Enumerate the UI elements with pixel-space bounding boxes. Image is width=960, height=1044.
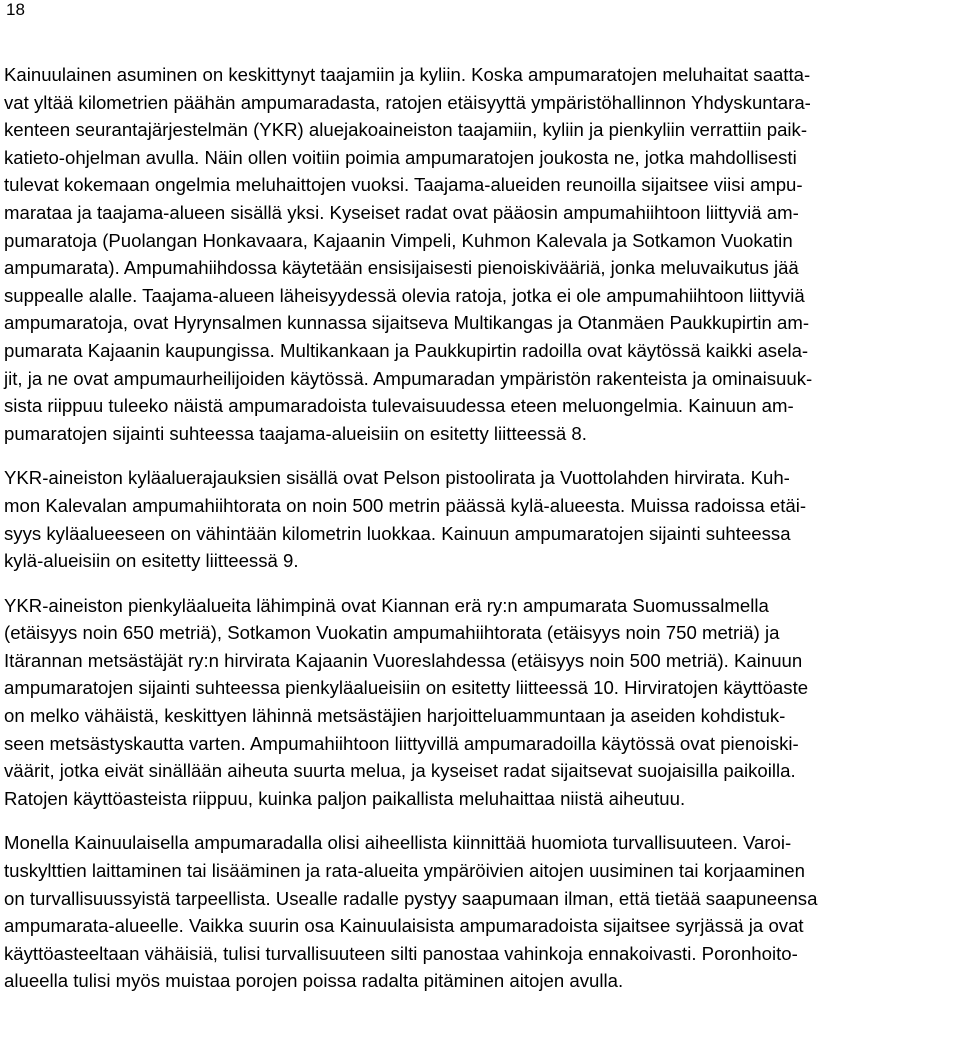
body-text [4,61,950,1012]
text-line: käyttöasteeltaan vähäisiä, tulisi turvallisuuteen silti panostaa vahinkoja ennakoivasti. Poronhoito- [4,942,798,964]
text-line: marataa ja taajama-alueen sisällä yksi. Kyseiset radat ovat pääosin ampumahiihtoon liittyviä am- [4,201,799,223]
text-line: kenteen seurantajärjestelmän (YKR) aluejakoaineiston taajamiin, kyliin ja pienkyliin verrattiin paik- [4,119,808,141]
paragraph-3 [4,592,950,813]
text-line: Monella Kainuulaisella ampumaradalla olisi aiheellista kiinnittää huomiota turvallisuuteen. Varoi- [4,832,792,854]
text-line: tuskylttien laittaminen tai lisääminen ja rata-alueita ympäröivien aitojen uusiminen tai korjaaminen [4,860,805,882]
text-line: ampumaratoja, ovat Hyrynsalmen kunnassa sijaitseva Multikangas ja Otanmäen Paukkupirtin am- [4,312,810,334]
page-number: 18 [6,0,25,19]
text-line: syys kyläalueeseen on vähintään kilometrin luokkaa. Kainuun ampumaratojen sijainti suhteessa [4,522,791,544]
paragraph-4 [4,829,950,995]
text-line: katieto-ohjelman avulla. Näin ollen voitiin poimia ampumaratojen joukosta ne, jotka mahdollisesti [4,146,797,168]
text-line: on melko vähäistä, keskittyen lähinnä metsästäjien harjoitteluammuntaan ja aseiden kohdistuk- [4,705,786,727]
text-line: mon Kalevalan ampumahiihtorata on noin 500 metrin päässä kylä-alueesta. Muissa radoissa etäi- [4,494,807,516]
text-line: väärit, jotka eivät sinällään aiheuta suurta melua, ja kyseiset radat sijaitsevat suojaisilla paikoilla. [4,760,796,782]
text-line: ampumarata-alueelle. Vaikka suurin osa Kainuulaisista ampumaradoista sijaitsee syrjässä ja ovat [4,915,804,937]
text-line: pumaratojen sijainti suhteessa taajama-alueisiin on esitetty liitteessä 8. [4,422,587,444]
text-line: Itärannan metsästäjät ry:n hirvirata Kajaanin Vuoreslahdessa (etäisyys noin 500 metriä). Kainuun [4,649,803,671]
text-line: pumarata Kajaanin kaupungissa. Multikankaan ja Paukkupirtin radoilla ovat käytössä kaikki asela- [4,339,809,361]
text-line: (etäisyys noin 650 metriä), Sotkamon Vuokatin ampumahiihtorata (etäisyys noin 750 metriä) ja [4,622,780,644]
text-line: vat yltää kilometrien päähän ampumaradasta, ratojen etäisyyttä ympäristöhallinnon Yhdyskuntara- [4,91,811,113]
text-line: sista riippuu tuleeko näistä ampumaradoista tulevaisuudessa eteen meluongelmia. Kainuun am- [4,395,794,417]
text-line: kylä-alueisiin on esitetty liitteessä 9. [4,550,299,572]
text-line: ampumarata). Ampumahiihdossa käytetään ensisijaisesti pienoiskivääriä, jonka meluvaikutus jää [4,257,799,279]
text-line: tulevat kokemaan ongelmia meluhaittojen vuoksi. Taajama-alueiden reunoilla sijaitsee viisi ampu- [4,174,803,196]
text-line: pumaratoja (Puolangan Honkavaara, Kajaanin Vimpeli, Kuhmon Kalevala ja Sotkamon Vuokatin [4,229,793,251]
text-line: jit, ja ne ovat ampumaurheilijoiden käytössä. Ampumaradan ympäristön rakenteista ja ominaisuuk- [4,367,813,389]
text-line: YKR-aineiston kyläaluerajauksien sisällä ovat Pelson pistoolirata ja Vuottolahden hirvirata. Kuh- [4,467,790,489]
text-line: seen metsästyskautta varten. Ampumahiihtoon liittyvillä ampumaradoilla käytössä ovat pienoiski- [4,732,799,754]
paragraph-1 [4,61,950,447]
text-line: Kainuulainen asuminen on keskittynyt taajamiin ja kyliin. Koska ampumaratojen meluhaitat saatta- [4,64,811,85]
text-line: suppealle alalle. Taajama-alueen läheisyydessä olevia ratoja, jotka ei ole ampumahiihtoon liittyviä [4,284,805,306]
text-line: YKR-aineiston pienkyläalueita lähimpinä ovat Kiannan erä ry:n ampumarata Suomussalmella [4,594,769,616]
paragraph-2 [4,464,950,574]
text-line: on turvallisuussyistä tarpeellista. Usealle radalle pystyy saapumaan ilman, että tietää saapuneensa [4,887,818,909]
text-line: alueella tulisi myös muistaa porojen poissa radalta pitäminen aitojen avulla. [4,970,624,992]
text-line: Ratojen käyttöasteista riippuu, kuinka paljon paikallista meluhaittaa niistä aiheutuu. [4,787,686,809]
text-line: ampumaratojen sijainti suhteessa pienkyläalueisiin on esitetty liitteessä 10. Hirviratojen käyttöaste [4,677,809,699]
